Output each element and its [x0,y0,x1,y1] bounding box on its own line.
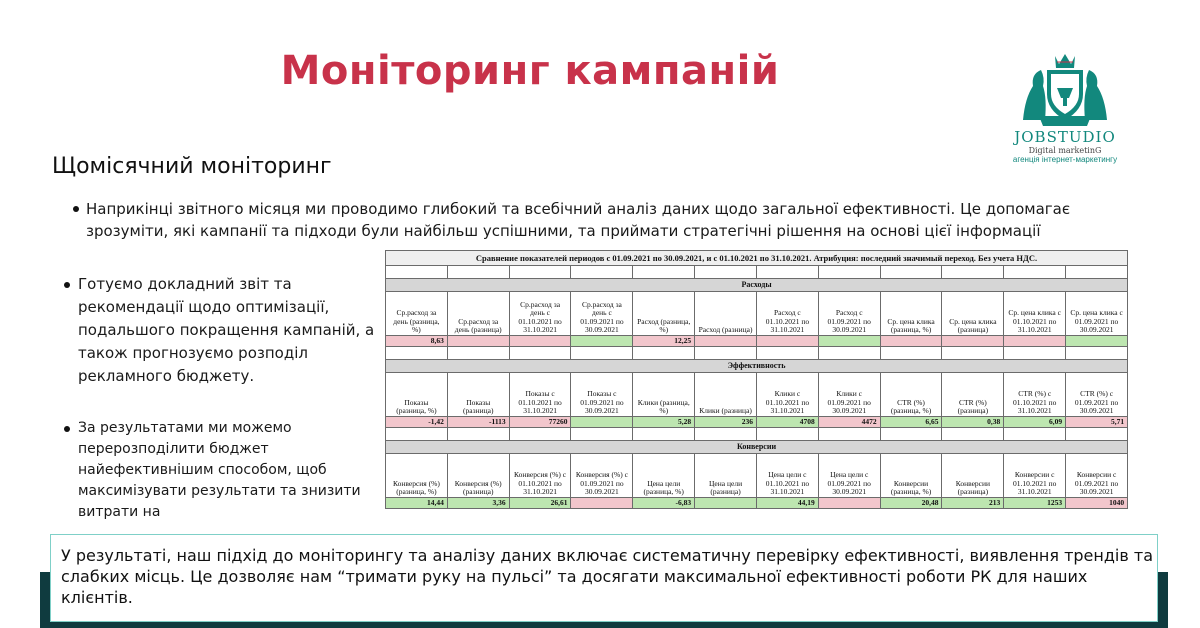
report-column-header: Показы (разница) [447,373,509,417]
report-value-cell [571,417,633,428]
report-column-header: Ср. цена клика с 01.10.2021 по 31.10.2021 [1004,292,1066,336]
report-value-cell [818,336,880,347]
report-column-header: Клики (разница) [695,373,757,417]
bullet-text: Наприкінці звітного місяця ми проводимо глибокий та всебічний аналіз даних щодо загальної ефективності. Це допомагає зрозуміти, які кампанії та підходи були найбільш успішними, та приймати стратегічні рішення на основі цієї інформації [86,200,1071,240]
report-value-cell [942,336,1004,347]
report-column-header: Расход (разница, %) [633,292,695,336]
report-value-cell: 4708 [756,417,818,428]
report-value-cell [571,498,633,509]
result-text: У результаті, наш підхід до моніторингу та аналізу даних включає систематичну перевірку ефективності, виявлення трендів та слабких місць. Це дозволяє нам “тримати руку на пульсі” та досягати максимальної ефективності роботи РК для наших клієнтів. [61,546,1154,607]
report-column-header: Конверсия (%) с 01.09.2021 по 30.09.2021 [571,454,633,498]
report-column-header: Конверсия (%) с 01.10.2021 по 31.10.2021 [509,454,571,498]
report-column-header: Показы с 01.09.2021 по 30.09.2021 [571,373,633,417]
report-column-header: Конверсии с 01.09.2021 по 30.09.2021 [1066,454,1128,498]
bullet-item [78,273,378,388]
report-value-cell [1066,336,1128,347]
report-column-header: Расход (разница) [695,292,757,336]
report-value-cell [880,336,942,347]
report-column-header: CTR (%) (разница, %) [880,373,942,417]
report-column-header: Расход с 01.09.2021 по 30.09.2021 [818,292,880,336]
report-column-header: Расход с 01.10.2021 по 31.10.2021 [756,292,818,336]
report-value-cell: -1113 [447,417,509,428]
report-column-header: Конверсии (разница) [942,454,1004,498]
report-value-cell: 26,61 [509,498,571,509]
report-column-header: Ср. цена клика (разница) [942,292,1004,336]
report-column-header: Цена цели с 01.09.2021 по 30.09.2021 [818,454,880,498]
report-table [385,250,1128,509]
report-value-cell [447,336,509,347]
bullet-dot-icon [73,206,79,212]
report-value-cell [695,498,757,509]
report-value-cell: -1,42 [386,417,448,428]
report-value-cell: 6,09 [1004,417,1066,428]
bullet-dot-icon [64,282,70,288]
report-column-header: Цена цели с 01.10.2021 по 31.10.2021 [756,454,818,498]
report-value-cell [571,336,633,347]
report-column-header: Клики с 01.09.2021 по 30.09.2021 [818,373,880,417]
report-value-cell: 3,36 [447,498,509,509]
report-column-header: Конверсия (%) (разница) [447,454,509,498]
bullet-text: За результатами ми можемо перерозподілити бюджет найефективнішим способом, щоб максимізувати результати та знизити витрати на [78,420,361,520]
report-table-image [385,250,1127,509]
report-column-header: Цена цели (разница) [695,454,757,498]
report-column-header: Ср.расход за день с 01.09.2021 по 30.09.2021 [571,292,633,336]
report-column-header: Ср. цена клика с 01.09.2021 по 30.09.2021 [1066,292,1128,336]
report-value-cell [695,336,757,347]
report-column-header: Клики (разница, %) [633,373,695,417]
report-value-cell: 5,71 [1066,417,1128,428]
report-column-header: Показы с 01.10.2021 по 31.10.2021 [509,373,571,417]
report-value-cell: 44,19 [756,498,818,509]
logo-tagline: агенція інтернет-маркетингу [1012,155,1118,164]
report-column-header: Конверсии (разница, %) [880,454,942,498]
bullet-item [78,418,378,523]
report-column-header: CTR (%) с 01.09.2021 по 30.09.2021 [1066,373,1128,417]
report-header: Сравнение показателей периодов с 01.09.2021 по 30.09.2021, и с 01.10.2021 по 31.10.2021. Атрибуция: последний значимый переход. Без учета НДС. [386,251,1128,266]
report-value-cell: 0,38 [942,417,1004,428]
report-column-header: CTR (%) (разница) [942,373,1004,417]
report-column-header: Ср.расход за день с 01.10.2021 по 31.10.2021 [509,292,571,336]
report-value-cell: 77260 [509,417,571,428]
report-column-header: Цена цели (разница, %) [633,454,695,498]
logo-name: JOBSTUDIO [1014,128,1116,146]
report-value-cell: 6,65 [880,417,942,428]
report-section-title: Эффективность [386,360,1128,373]
report-column-header: Конверсии с 01.10.2021 по 31.10.2021 [1004,454,1066,498]
report-section-title: Расходы [386,279,1128,292]
report-value-cell [1004,336,1066,347]
report-value-cell: -6,83 [633,498,695,509]
company-logo [990,50,1140,175]
report-value-cell: 14,44 [386,498,448,509]
bullet-item [86,198,1116,242]
report-value-cell: 236 [695,417,757,428]
logo-crest-icon [1017,50,1113,130]
report-column-header: Показы (разница, %) [386,373,448,417]
report-value-cell: 8,63 [386,336,448,347]
report-column-header: Ср. цена клика (разница, %) [880,292,942,336]
logo-subtitle: Digital marketinG [1028,146,1102,155]
report-column-header: Клики с 01.10.2021 по 31.10.2021 [756,373,818,417]
report-column-header: Ср.расход за день (разница) [447,292,509,336]
report-value-cell: 5,28 [633,417,695,428]
report-column-header: CTR (%) с 01.10.2021 по 31.10.2021 [1004,373,1066,417]
report-value-cell [756,336,818,347]
report-column-header: Ср.расход за день (разница, %) [386,292,448,336]
report-value-cell: 1040 [1066,498,1128,509]
bullet-dot-icon [64,426,70,432]
report-value-cell: 12,25 [633,336,695,347]
report-value-cell: 4472 [818,417,880,428]
bullet-text: Готуємо докладний звіт та рекомендації щодо оптимізації, подальшого покращення кампаній, а також прогнозуємо розподіл рекламного бюджету. [78,275,375,385]
report-column-header: Конверсия (%) (разница, %) [386,454,448,498]
report-section-title: Конверсии [386,441,1128,454]
section-subtitle: Щомісячний моніторинг [52,154,332,179]
report-value-cell: 213 [942,498,1004,509]
report-value-cell [818,498,880,509]
result-callout [50,534,1158,622]
page-title: Моніторинг кампаній [280,48,780,94]
report-value-cell: 20,48 [880,498,942,509]
report-value-cell: 1253 [1004,498,1066,509]
report-value-cell [509,336,571,347]
